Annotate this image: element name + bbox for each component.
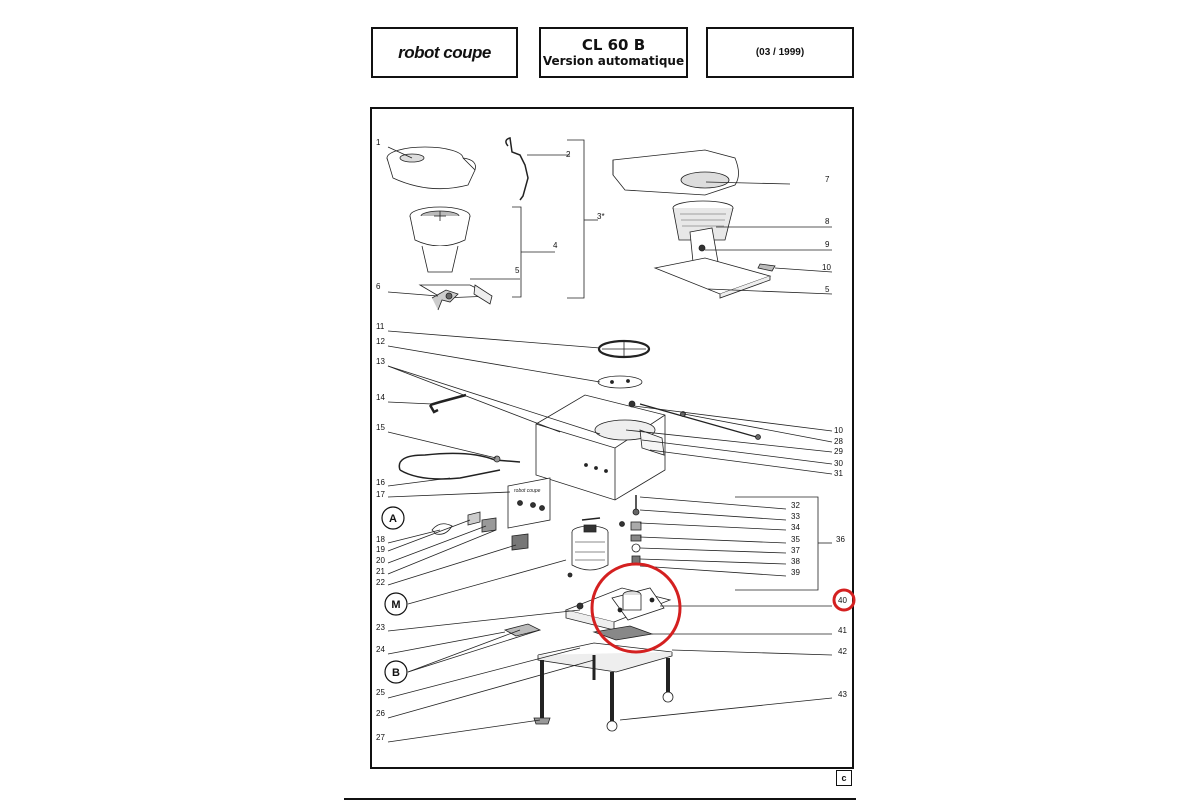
part-label: 15 [376, 423, 385, 432]
part-label: 42 [838, 647, 847, 656]
part-label: 7 [825, 175, 830, 184]
part-label: 9 [825, 240, 830, 249]
part-label: 10 [822, 263, 831, 272]
part-label-highlighted: 40 [838, 596, 847, 605]
group-letter-a: A [389, 513, 397, 525]
part-label: 19 [376, 545, 385, 554]
part-label: 25 [376, 688, 385, 697]
part-label: 4 [553, 241, 558, 250]
gasket-ring-part [599, 341, 649, 357]
part-label: 41 [838, 626, 847, 635]
part-label: 1 [376, 138, 381, 147]
part-label: 39 [791, 568, 800, 577]
group-letter-b: B [392, 667, 400, 679]
cutting-disc-part [598, 376, 642, 388]
part-label: 5 [825, 285, 830, 294]
part-label: 18 [376, 535, 385, 544]
model-version: Version automatique [542, 54, 685, 68]
part-label: 3* [597, 212, 605, 221]
part-label: 36 [836, 535, 845, 544]
part-label: 34 [791, 523, 800, 532]
part-label: 27 [376, 733, 385, 742]
model-title: CL 60 B [581, 36, 646, 54]
part-label: 22 [376, 578, 385, 587]
page-letter: c [841, 773, 847, 783]
part-label: 5 [515, 266, 520, 275]
page-letter-box [836, 770, 852, 786]
part-label: 29 [834, 447, 843, 456]
part-label: 2 [566, 150, 571, 159]
part-label: 38 [791, 557, 800, 566]
part-label: 20 [376, 556, 385, 565]
svg-text:robot coupe: robot coupe [514, 488, 541, 494]
part-label: 10 [834, 426, 843, 435]
part-label: 8 [825, 217, 830, 226]
part-label: 24 [376, 645, 385, 654]
part-label: 12 [376, 337, 385, 346]
part-label: 26 [376, 709, 385, 718]
part-label: 14 [376, 393, 385, 402]
part-label: 16 [376, 478, 385, 487]
brand-logo: robot coupe [398, 42, 491, 62]
part-label: 32 [791, 501, 800, 510]
group-letter-m: M [391, 599, 401, 611]
part-label: 31 [834, 469, 843, 478]
part-label: 30 [834, 459, 843, 468]
part-label: 21 [376, 567, 385, 576]
part-label: 43 [838, 690, 847, 699]
part-label: 11 [376, 322, 385, 331]
control-panel-part [508, 478, 550, 528]
part-label: 35 [791, 535, 800, 544]
part-label: 28 [834, 437, 843, 446]
part-label: 6 [376, 282, 381, 291]
part-label: 23 [376, 623, 385, 632]
part-label: 13 [376, 357, 385, 366]
part-label: 37 [791, 546, 800, 555]
part-label: 17 [376, 490, 385, 499]
part-label: 33 [791, 512, 800, 521]
revision-date: (03 / 1999) [755, 47, 805, 58]
